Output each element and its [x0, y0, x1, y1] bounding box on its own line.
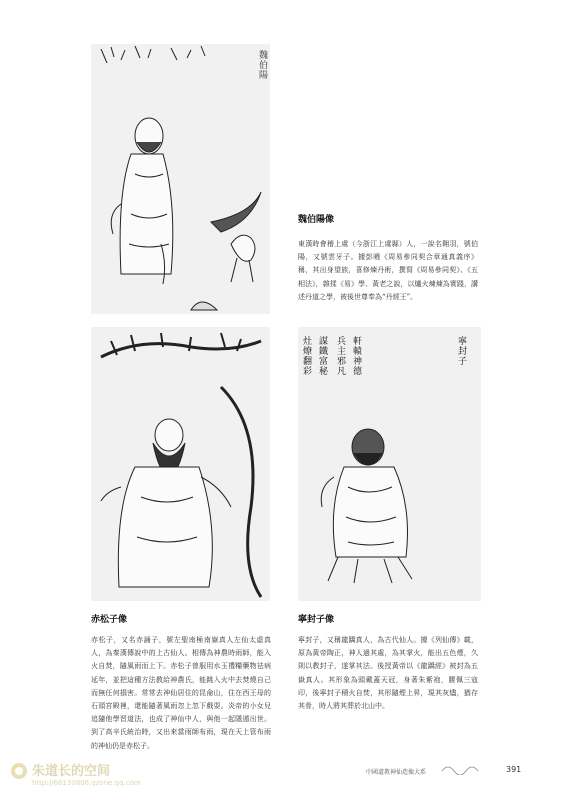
wei-boyang-drawing [91, 44, 270, 314]
ningfengzi-description: 寧封子，又稱龍蹻真人，為古代仙人。據《列仙傳》載，原為黃帝陶正，神人過其處，為其掌火，能出五色煙，久則以教封子，遂掌其法。後授黃帝以《龍蹻經》被封為五嶽真人。其形象為頭戴蓋天冠，身著朱紫袍，腰佩三寇印，後寧封子積火自焚，其形隨煙上昇，現其灰燼，猶存其骨，時人將其葬於北山中。 [298, 636, 478, 711]
wei-boyang-description: 東漢時會稽上虞（今浙江上虞縣）人，一說名翱羽，號伯陽，又號雲牙子。據彭曉《周易參同契合章通真義序》稱，其出身望族，喜修煉丹術，撰寫《周易參同契》、《五相法》，雜揉《易》學、黃老之說，以爐火煉煉為實踐，講述丹道之學，被後世尊奉為“丹經王”。 [298, 240, 478, 301]
wei-boyang-title: 魏伯陽像 [298, 215, 335, 225]
wei-boyang-inscription: 魏伯陽 [257, 50, 267, 80]
ningfengzi-title: 寧封子像 [298, 615, 335, 625]
footer-series-title: 中國道教神仙造像大系 [366, 769, 427, 776]
ningfengzi-inscription-1: 灶燎翻彩 [301, 336, 311, 376]
page-number: 391 [506, 765, 522, 774]
ningfengzi-inscription-4: 軒轅神德 [351, 336, 361, 376]
chisongzi-title: 赤松子像 [91, 615, 128, 625]
ningfengzi-inscription-2: 謀鐵富秘 [317, 336, 327, 376]
illustration-wei-boyang [91, 44, 270, 314]
chisongzi-drawing [91, 327, 270, 601]
footer-ornament-icon [440, 763, 480, 775]
watermark-text: 朱道长的空间 [32, 764, 111, 779]
chisongzi-description: 赤松子，又名赤誦子，號左聖南極南嶽真人左仙太虛真人，為秦漢傳說中的上古仙人。相傳為神農時雨師，能入火自焚，隨風雨而上下。赤松子曾服用水玉禮糧藥物祛病延年，並把這種方法教給神農氏，能跳入火中去焚燒自己而無任何損害。常常去神仙居住的昆侖山，住在西王母的石頭宮殿裡，還能隨著風雨忽上忽下戲耍。炎帝的小女兒追隨他學習道法，也成了神仙中人，與他一起隱遁出世。到了高辛氏統治時，又出來當雨師布雨，現在天上管布雨的神仙仍是赤松子。 [91, 636, 271, 750]
ningfengzi-inscription-3: 兵主邪凡 [335, 336, 345, 376]
ningfengzi-name-label: 寧封子 [456, 336, 466, 366]
watermark-logo-icon [10, 762, 28, 780]
illustration-chisongzi [91, 327, 270, 601]
watermark-url: http://68130806.qzone.qq.com [32, 779, 141, 787]
